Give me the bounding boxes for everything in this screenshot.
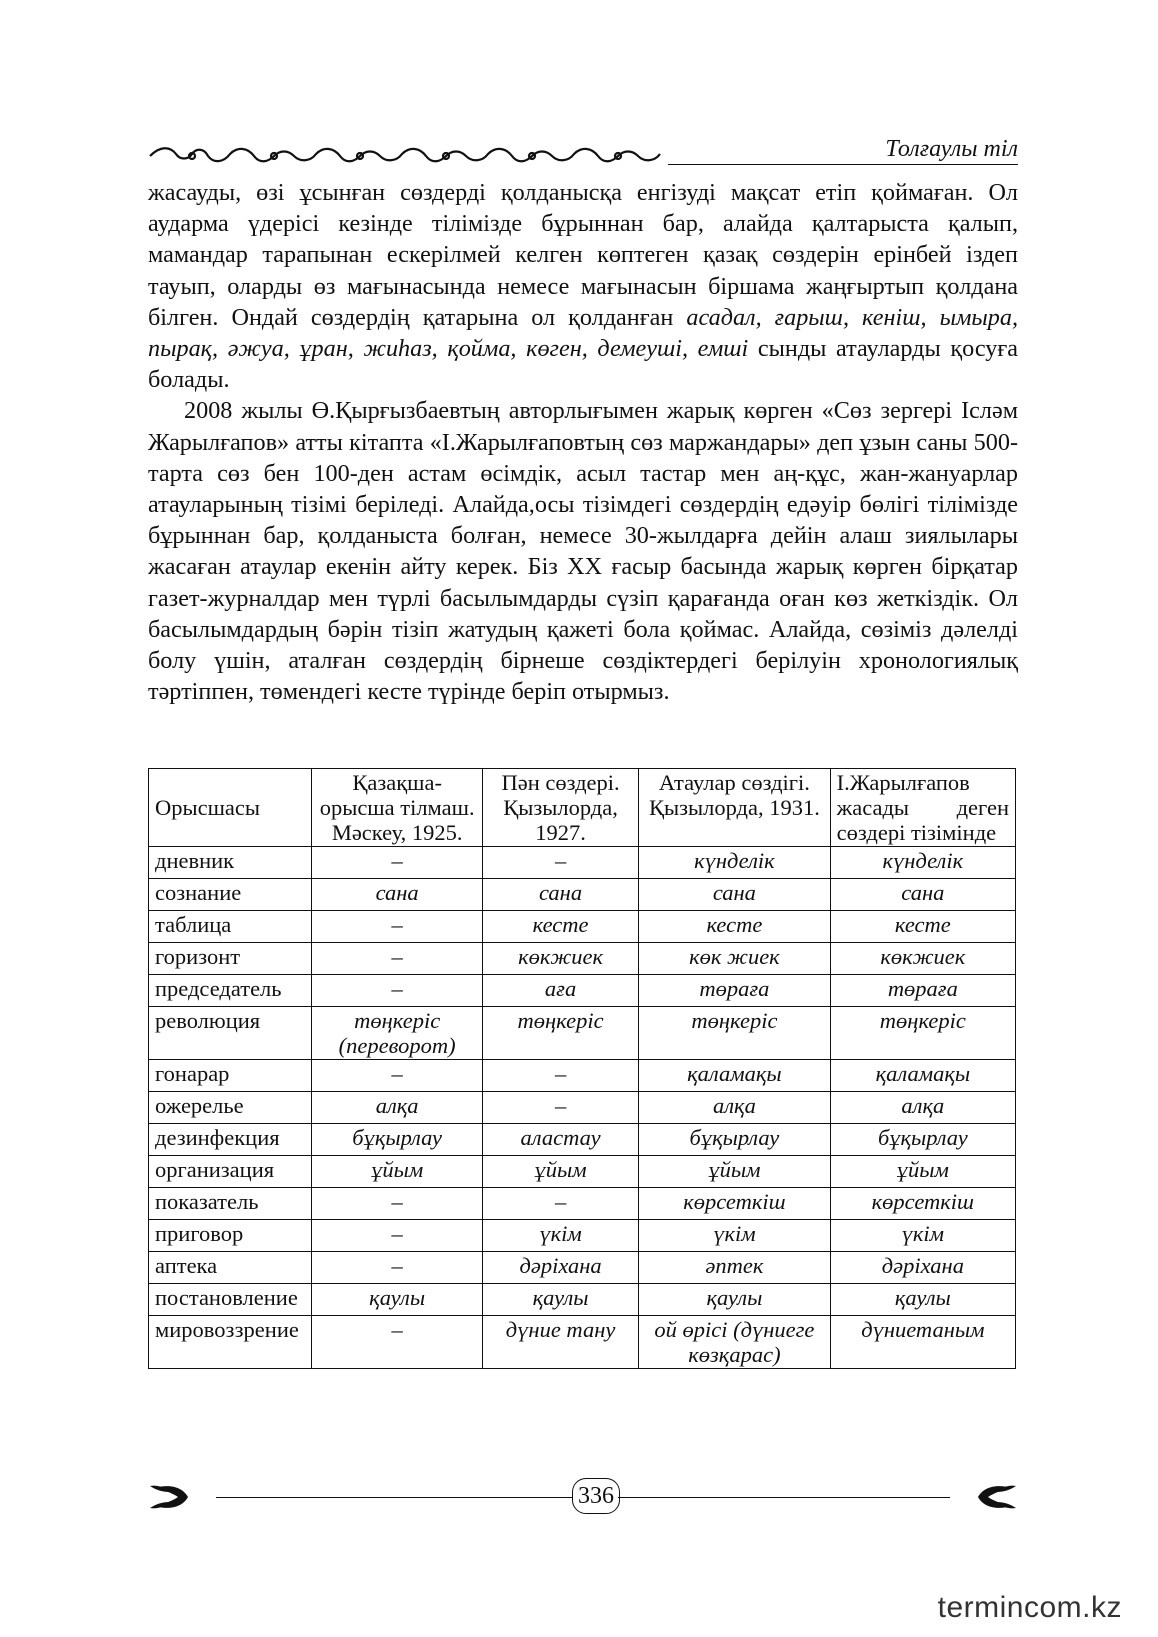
paragraph-1-italic-terms: асадал, ғарыш, кеніш, ымыра, пырақ, әжуа, ұран, жиһаз, қойма, көген, демеуші, емші bbox=[148, 303, 1019, 363]
table-cell: төраға bbox=[830, 975, 1015, 1007]
table-cell: горизонт bbox=[149, 943, 312, 975]
table-cell: сана bbox=[483, 879, 639, 911]
table-body bbox=[149, 847, 1016, 1369]
decorative-ornament-border bbox=[148, 144, 668, 166]
table-cell: ұйым bbox=[830, 1156, 1015, 1188]
table-cell: сознание bbox=[149, 879, 312, 911]
table-row bbox=[149, 879, 1016, 911]
table-header-cell: Қазақша-орысша тілмаш. Мәскеу, 1925. bbox=[312, 769, 483, 847]
table-cell: революция bbox=[149, 1007, 312, 1060]
table-row bbox=[149, 1284, 1016, 1316]
table-cell: – bbox=[312, 1316, 483, 1369]
table-cell: мировоззрение bbox=[149, 1316, 312, 1369]
header-rule bbox=[668, 164, 1018, 165]
table-row bbox=[149, 1220, 1016, 1252]
table-header-row bbox=[149, 769, 1016, 847]
table-cell: күнделік bbox=[639, 847, 831, 879]
table-cell: ожерелье bbox=[149, 1092, 312, 1124]
right-leaf-ornament-icon bbox=[948, 1482, 1018, 1512]
table-cell: көкжиек bbox=[830, 943, 1015, 975]
table-cell: ұйым bbox=[312, 1156, 483, 1188]
table-cell: бұқырлау bbox=[312, 1124, 483, 1156]
table-cell: приговор bbox=[149, 1220, 312, 1252]
table-header-cell: Атаулар сөздігі. Қызылорда, 1931. bbox=[639, 769, 831, 847]
table-cell: председатель bbox=[149, 975, 312, 1007]
table-cell: ұйым bbox=[483, 1156, 639, 1188]
paragraph-1-end: сынды атауларды қосуға болады. bbox=[148, 335, 1018, 394]
table-cell: кесте bbox=[830, 911, 1015, 943]
table-cell: организация bbox=[149, 1156, 312, 1188]
page-footer bbox=[148, 1478, 1018, 1518]
table-cell: дүние тану bbox=[483, 1316, 639, 1369]
table-cell: алқа bbox=[830, 1092, 1015, 1124]
footer-rule-right bbox=[618, 1497, 950, 1498]
page-header bbox=[148, 128, 1018, 172]
table-row bbox=[149, 1007, 1016, 1060]
left-leaf-ornament-icon bbox=[148, 1482, 218, 1512]
table-cell: сана bbox=[830, 879, 1015, 911]
table-row bbox=[149, 1316, 1016, 1369]
table-cell: таблица bbox=[149, 911, 312, 943]
table-cell: үкім bbox=[639, 1220, 831, 1252]
table-cell: – bbox=[483, 1188, 639, 1220]
table-cell: әптек bbox=[639, 1252, 831, 1284]
table-cell: дневник bbox=[149, 847, 312, 879]
table-row bbox=[149, 847, 1016, 879]
table-cell: постановление bbox=[149, 1284, 312, 1316]
table-cell: көрсеткіш bbox=[830, 1188, 1015, 1220]
table-cell: көкжиек bbox=[483, 943, 639, 975]
table-cell: қаламақы bbox=[830, 1060, 1015, 1092]
table-cell: үкім bbox=[483, 1220, 639, 1252]
table-header-cell: Пән сөздері. Қызылорда, 1927. bbox=[483, 769, 639, 847]
paragraph-2: 2008 жылы Ө.Қырғызбаевтың авторлығымен жарық көрген «Сөз зергері Ісләм Жарылғапов» атты кітапта «І.Жарылғаповтың сөз маржандары» деп ұзын саны 500-тарта сөз бен 100-ден астам өсімдік, асыл тастар мен аң-құс, жан-жануарлар атауларының тізімі беріледі. Алайда,осы тізімдегі сөздердің едәуір бөлігі тілімізде бұрыннан бар, қолданыста болған, немесе 30-жылдарға дейін алаш зиялылары жасаған атаулар екенін айту керек. Біз ХХ ғасыр басында жарық көрген бірқатар газет-журналдар мен түрлі басылымдарды сүзіп қарағанда оған көз жеткіздік. Ол басылымдардың бәрін тізіп жатудың қажеті бола қоймас. Алайда, сөзіміз дәлелді болу үшін, аталған сөздердің бірнеше сөздіктердегі берілуін хронологиялық тәртіппен, төмендегі кесте түрінде беріп отырмыз. bbox=[148, 397, 1018, 706]
table-row bbox=[149, 1252, 1016, 1284]
table-row bbox=[149, 1124, 1016, 1156]
table-cell: гонарар bbox=[149, 1060, 312, 1092]
table-header-cell: Орысшасы bbox=[149, 769, 312, 847]
table-cell: бұқырлау bbox=[639, 1124, 831, 1156]
table-cell: қаламақы bbox=[639, 1060, 831, 1092]
table-cell: дәріхана bbox=[830, 1252, 1015, 1284]
footer-rule-left bbox=[216, 1497, 578, 1498]
running-title: Толғаулы тіл bbox=[885, 136, 1018, 162]
table-cell: қаулы bbox=[830, 1284, 1015, 1316]
table-cell: күнделік bbox=[830, 847, 1015, 879]
table-cell: кесте bbox=[639, 911, 831, 943]
table-cell: – bbox=[483, 1060, 639, 1092]
table-cell: төңкеріс bbox=[483, 1007, 639, 1060]
table-cell: аға bbox=[483, 975, 639, 1007]
table-cell: показатель bbox=[149, 1188, 312, 1220]
page-number: 336 bbox=[572, 1478, 620, 1514]
table-cell: ой өрісі (дүниеге көзқарас) bbox=[639, 1316, 831, 1369]
table-header-cell: І.Жарылғапов жасады деген сөздері тізімінде bbox=[830, 769, 1015, 847]
table-row bbox=[149, 1188, 1016, 1220]
table-row bbox=[149, 1060, 1016, 1092]
table-row bbox=[149, 1156, 1016, 1188]
table-cell: – bbox=[312, 847, 483, 879]
table-cell: – bbox=[312, 911, 483, 943]
site-watermark: termincom.kz bbox=[937, 1591, 1122, 1624]
table-cell: сана bbox=[639, 879, 831, 911]
table-cell: төңкеріс bbox=[830, 1007, 1015, 1060]
table-cell: бұқырлау bbox=[830, 1124, 1015, 1156]
table-cell: дүниетаным bbox=[830, 1316, 1015, 1369]
table-cell: алқа bbox=[312, 1092, 483, 1124]
table-cell: көк жиек bbox=[639, 943, 831, 975]
table-row bbox=[149, 943, 1016, 975]
table-cell: қаулы bbox=[483, 1284, 639, 1316]
table-cell: – bbox=[312, 1188, 483, 1220]
table-cell: аластау bbox=[483, 1124, 639, 1156]
table-row bbox=[149, 911, 1016, 943]
paragraph-1-start: жасауды, өзі ұсынған сөздерді қолданысқа енгізуді мақсат етіп қоймаған. Ол аударма үдерісі кезінде тілімізде бұрыннан бар, алайда қалтарыста қалып, мамандар тарапынан ескерілмей келген көптеген қазақ сөздерін ерінбей іздеп тауып, оларды өз мағынасында немесе мағынасын біршама жаңғыртып қолдана білген. Ондай сөздердің қатарына ол қолданған bbox=[148, 179, 1018, 331]
table-cell: қаулы bbox=[639, 1284, 831, 1316]
paragraph-1 bbox=[148, 177, 1018, 395]
table-cell: – bbox=[483, 847, 639, 879]
table-cell: көрсеткіш bbox=[639, 1188, 831, 1220]
table-cell: аптека bbox=[149, 1252, 312, 1284]
table-cell: қаулы bbox=[312, 1284, 483, 1316]
table-cell: үкім bbox=[830, 1220, 1015, 1252]
table-cell: кесте bbox=[483, 911, 639, 943]
table-cell: – bbox=[312, 1220, 483, 1252]
body-text bbox=[148, 177, 1018, 707]
table-cell: дәріхана bbox=[483, 1252, 639, 1284]
table-row bbox=[149, 975, 1016, 1007]
vocabulary-table bbox=[148, 768, 1016, 1369]
table-cell: дезинфекция bbox=[149, 1124, 312, 1156]
table-cell: – bbox=[312, 943, 483, 975]
table-cell: төраға bbox=[639, 975, 831, 1007]
table-cell: – bbox=[312, 1060, 483, 1092]
table-cell: ұйым bbox=[639, 1156, 831, 1188]
table-cell: сана bbox=[312, 879, 483, 911]
table-cell: – bbox=[483, 1092, 639, 1124]
table-cell: алқа bbox=[639, 1092, 831, 1124]
table-cell: – bbox=[312, 975, 483, 1007]
table-cell: төңкеріс (переворот) bbox=[312, 1007, 483, 1060]
table-cell: – bbox=[312, 1252, 483, 1284]
table-cell: төңкеріс bbox=[639, 1007, 831, 1060]
table-row bbox=[149, 1092, 1016, 1124]
